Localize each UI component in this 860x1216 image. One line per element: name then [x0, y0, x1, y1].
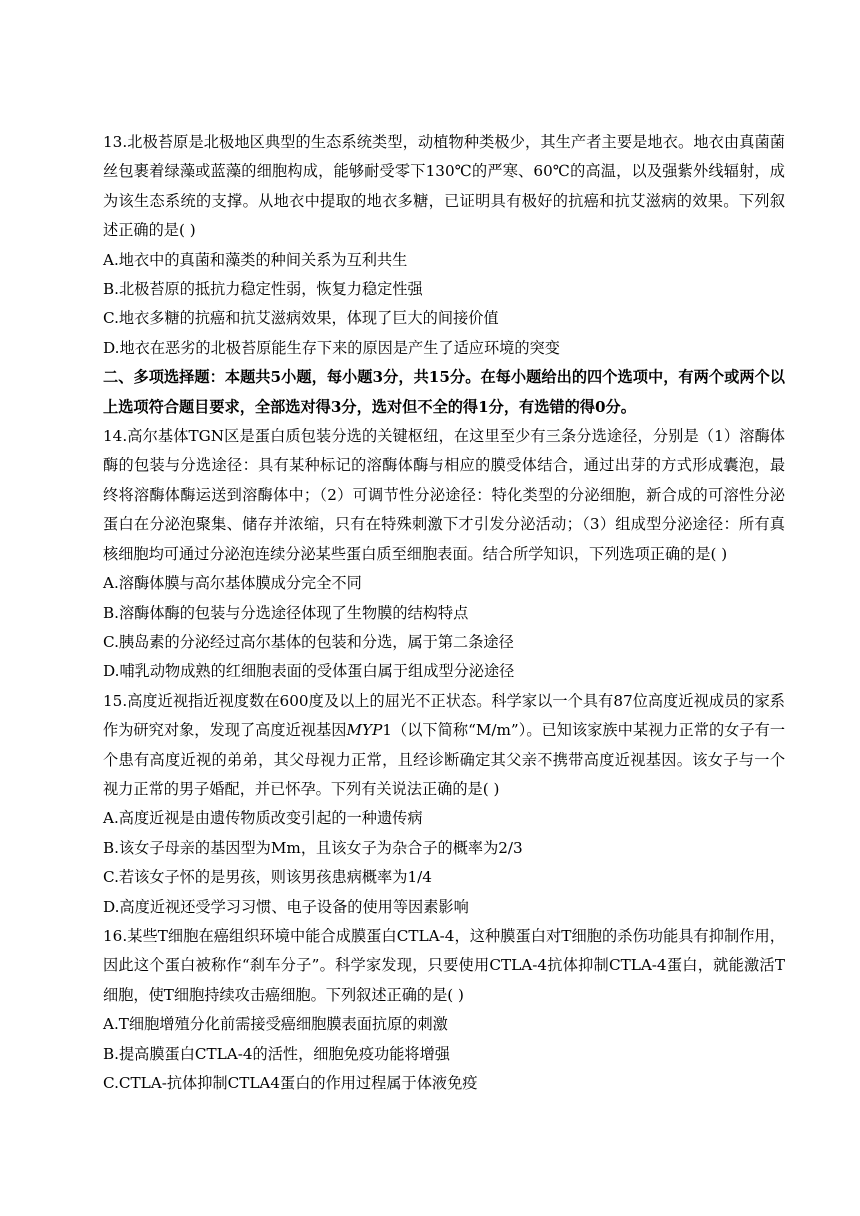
question-15-option-b: B.该女子母亲的基因型为Mm，且该女子为杂合子的概率为2/3: [103, 838, 523, 857]
question-14-option-d: D.哺乳动物成熟的红细胞表面的受体蛋白属于组成型分泌途径: [103, 662, 515, 681]
question-14-option-b: B.溶酶体酶的包装与分选途径体现了生物膜的结构特点: [103, 603, 469, 622]
question-15-option-a: A.高度近视是由遗传物质改变引起的一种遗传病: [103, 809, 423, 828]
question-16-option-b: B.提高膜蛋白CTLA-4的活性，细胞免疫功能将增强: [103, 1044, 450, 1063]
question-15-option-d: D.高度近视还受学习习惯、电子设备的使用等因素影响: [103, 897, 469, 916]
page-content: [103, 128, 785, 1098]
question-15-gene-name: MYP: [346, 721, 383, 740]
question-15-stem-part-2: 1（以下简称“M/m”）。已知该家族中某视力正常的女子有一个患有高度近视的弟弟，其父母视力正常，且经诊断确定其父亲不携带高度近视基因。该女子与一个视力正常的男子婚配，并已怀孕。下列有关说法正确的是( ): [103, 721, 786, 798]
question-14-option-c: C.胰岛素的分泌经过高尔基体的包装和分选，属于第二条途径: [103, 632, 514, 651]
question-15-stem: [103, 687, 785, 805]
question-16-option-c: C.CTLA-抗体抑制CTLA4蛋白的作用过程属于体液免疫: [103, 1074, 478, 1092]
question-16-stem: 16.某些T细胞在癌组织环境中能合成膜蛋白CTLA-4，这种膜蛋白对T细胞的杀伤功能具有抑制作用，因此这个蛋白被称作“刹车分子”。科学家发现，只要使用CTLA-4抗体抑制CTLA-4蛋白，就能激活T细胞，使T细胞持续攻击癌细胞。下列叙述正确的是( ): [103, 926, 785, 1004]
question-13-option-a: A.地衣中的真菌和藻类的种间关系为互利共生: [103, 250, 408, 269]
question-16-option-a: A.T细胞增殖分化前需接受癌细胞膜表面抗原的刺激: [103, 1015, 448, 1034]
question-13-option-b: B.北极苔原的抵抗力稳定性弱，恢复力稳定性强: [103, 280, 423, 299]
question-13: [103, 128, 785, 363]
question-15-stem-part-1: 15.高度近视指近视度数在600度及以上的屈光不正状态。科学家以一个具有87位高度近视成员的家系作为研究对象，发现了高度近视基因: [103, 691, 785, 740]
question-15-option-c: C.若该女子怀的是男孩，则该男孩患病概率为1/4: [103, 868, 432, 887]
question-13-stem: 13.北极苔原是北极地区典型的生态系统类型，动植物种类极少，其生产者主要是地衣。地衣由真菌菌丝包裹着绿藻或蓝藻的细胞构成，能够耐受零下130℃的严寒、60℃的高温，以及强紫外线辐射，成为该生态系统的支撑。从地衣中提取的地衣多糖，已证明具有极好的抗癌和抗艾滋病的效果。下列叙述正确的是( ): [103, 133, 785, 240]
question-13-option-d: D.地衣在恶劣的北极苔原能生存下来的原因是产生了适应环境的突变: [103, 338, 560, 357]
question-13-option-c: C.地衣多糖的抗癌和抗艾滋病效果，体现了巨大的间接价值: [103, 309, 499, 328]
section-heading-multiple-choice: 二、多项选择题：本题共5小题，每小题3分，共15分。在每小题给出的四个选项中，有两个或两个以上选项符合题目要求，全部选对得3分，选对但不全的得1分，有选错的得0分。: [103, 368, 785, 416]
question-14: [103, 422, 785, 687]
question-14-stem: 14.高尔基体TGN区是蛋白质包装分选的关键枢纽，在这里至少有三条分选途径，分别是（1）溶酶体酶的包装与分选途径：具有某种标记的溶酶体酶与相应的膜受体结合，通过出芽的方式形成囊泡，最终将溶酶体酶运送到溶酶体中；（2）可调节性分泌途径：特化类型的分泌细胞，新合成的可溶性分泌蛋白在分泌泡聚集、储存并浓缩，只有在特殊刺激下才引发分泌活动；（3）组成型分泌途径：所有真核细胞均可通过分泌泡连续分泌某些蛋白质至细胞表面。结合所学知识，下列选项正确的是( ): [103, 427, 785, 563]
question-15: [103, 687, 785, 922]
question-16: [103, 922, 785, 1098]
question-14-option-a: A.溶酶体膜与高尔基体膜成分完全不同: [103, 574, 362, 593]
